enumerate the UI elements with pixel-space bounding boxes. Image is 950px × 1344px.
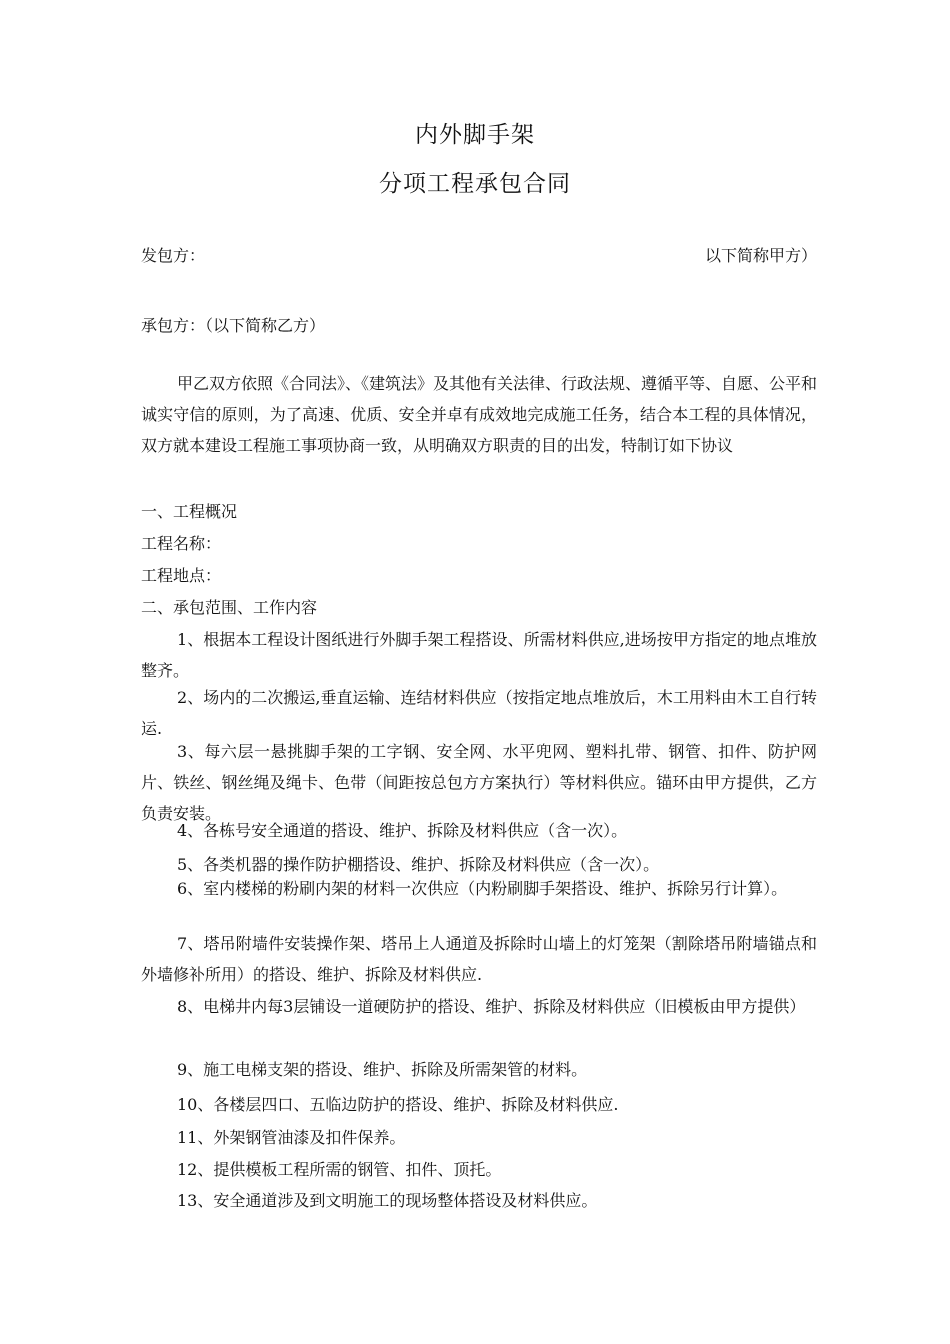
project-site-field: 工程地点： [141,566,222,585]
preamble-paragraph: 甲乙双方依照《合同法》、《建筑法》及其他有关法律、行政法规、遵循平等、自愿、公平和诚实守信的原则，为了高速、优质、安全并卓有成效地完成施工任务，结合本工程的具体情况，双方就本建设工程施工事项协商一致，从明确双方职责的目的出发，特制订如下协议 [141,374,818,455]
section-heading-scope: 二、承包范围、工作内容 [141,598,318,617]
scope-item: 7、塔吊附墙件安装操作架、塔吊上人通道及拆除时山墙上的灯笼架（割除塔吊附墙锚点和外墙修补所用）的搭设、维护、拆除及材料供应. [141,934,817,984]
contractor-line: 承包方：（以下简称乙方） [141,316,326,335]
scope-item: 2、场内的二次搬运,垂直运输、连结材料供应（按指定地点堆放后，木工用料由木工自行转运. [141,688,817,738]
employer-abbreviation: 以下简称甲方） [704,246,817,265]
scope-item: 6、室内楼梯的粉刷内架的材料一次供应（内粉刷脚手架搭设、维护、拆除另行计算）。 [177,879,788,898]
scope-item: 1、根据本工程设计图纸进行外脚手架工程搭设、所需材料供应,进场按甲方指定的地点堆放整齐。 [141,630,817,680]
section-heading-overview: 一、工程概况 [141,502,238,521]
document-title-line1: 内外脚手架 [415,122,535,148]
scope-item: 11、外架钢管油漆及扣件保养。 [177,1128,406,1147]
scope-item: 8、电梯井内每3层铺设一道硬防护的搭设、维护、拆除及材料供应（旧模板由甲方提供） [177,997,806,1016]
scope-item: 10、各楼层四口、五临边防护的搭设、维护、拆除及材料供应. [177,1095,619,1114]
document-title-line2: 分项工程承包合同 [379,171,571,197]
scope-item: 5、各类机器的操作防护棚搭设、维护、拆除及材料供应（含一次）。 [177,855,660,874]
scope-item: 12、提供模板工程所需的钢管、扣件、顶托。 [177,1160,502,1179]
scope-item: 4、各栋号安全通道的搭设、维护、拆除及材料供应（含一次）。 [177,821,628,840]
project-name-field: 工程名称： [141,534,222,553]
employer-label: 发包方： [141,246,206,265]
scope-item: 3、每六层一悬挑脚手架的工字钢、安全网、水平兜网、塑料扎带、钢管、扣件、防护网片、铁丝、钢丝绳及绳卡、色带（间距按总包方方案执行）等材料供应。锚环由甲方提供，乙方负责安装。 [141,742,817,823]
scope-item: 9、施工电梯支架的搭设、维护、拆除及所需架管的材料。 [177,1060,588,1079]
scope-item: 13、安全通道涉及到文明施工的现场整体搭设及材料供应。 [177,1191,598,1210]
